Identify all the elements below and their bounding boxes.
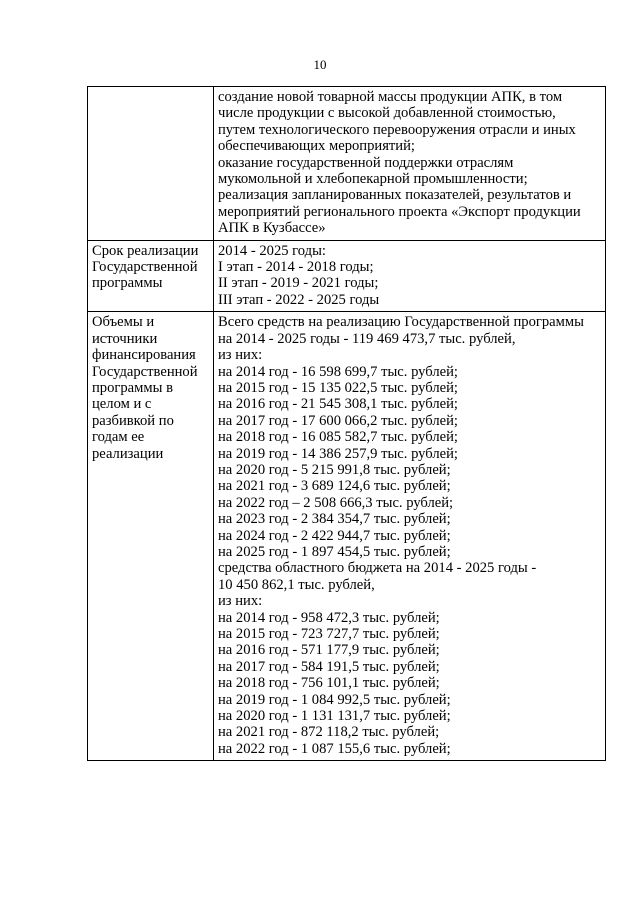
label-line: целом и с xyxy=(92,396,152,413)
label-line: реализации xyxy=(92,445,164,462)
value-line: на 2023 год - 2 384 354,7 тыс. рублей; xyxy=(218,511,451,528)
label-line: Государственной xyxy=(92,259,198,276)
value-line: на 2020 год - 5 215 991,8 тыс. рублей; xyxy=(218,461,451,478)
table-row xyxy=(88,87,606,241)
row-label-cell xyxy=(88,240,214,312)
value-line: из них: xyxy=(218,347,263,364)
label-line: разбивкой по xyxy=(92,412,174,429)
label-line: программы в xyxy=(92,379,173,396)
value-line: на 2015 год - 15 135 022,5 тыс. рублей; xyxy=(218,379,458,396)
value-line: I этап - 2014 - 2018 годы; xyxy=(218,259,374,276)
value-line: реализация запланированных показателей, результатов и xyxy=(218,187,572,204)
row-value-cell xyxy=(214,240,606,312)
value-line: на 2014 год - 958 472,3 тыс. рублей; xyxy=(218,609,440,626)
table-body xyxy=(88,87,606,761)
value-line: на 2015 год - 723 727,7 тыс. рублей; xyxy=(218,626,440,642)
label-line: источники xyxy=(92,330,158,347)
value-line: на 2022 год - 1 087 155,6 тыс. рублей; xyxy=(218,740,451,757)
value-line: на 2020 год - 1 131 131,7 тыс. рублей; xyxy=(218,708,451,725)
value-line: 2014 - 2025 годы: xyxy=(218,242,326,259)
value-line: числе продукции с высокой добавленной стоимостью, xyxy=(218,105,556,122)
table-row xyxy=(88,312,606,761)
value-line: на 2017 год - 17 600 066,2 тыс. рублей; xyxy=(218,412,458,429)
value-line: на 2018 год - 756 101,1 тыс. рублей; xyxy=(218,675,440,692)
value-line: на 2017 год - 584 191,5 тыс. рублей; xyxy=(218,658,440,675)
table-row xyxy=(88,240,606,312)
value-line: на 2021 год - 872 118,2 тыс. рублей; xyxy=(218,724,440,741)
value-line: на 2016 год - 571 177,9 тыс. рублей; xyxy=(218,642,440,659)
label-line: годам ее xyxy=(92,429,145,446)
row-value-cell xyxy=(214,312,606,761)
value-line: II этап - 2019 - 2021 годы; xyxy=(218,275,379,292)
value-line: мукомольной и хлебопекарной промышленности; xyxy=(218,171,528,188)
value-line: на 2021 год - 3 689 124,6 тыс. рублей; xyxy=(218,478,451,495)
label-line: Государственной xyxy=(92,363,198,380)
value-line: из них: xyxy=(218,593,263,610)
value-line: на 2019 год - 1 084 992,5 тыс. рублей; xyxy=(218,691,451,708)
label-line: финансирования xyxy=(92,347,196,364)
label-line: программы xyxy=(92,275,163,292)
value-line: на 2024 год - 2 422 944,7 тыс. рублей; xyxy=(218,527,451,544)
row-label-cell xyxy=(88,87,214,241)
value-line: на 2014 - 2025 годы - 119 469 473,7 тыс. рублей, xyxy=(218,330,516,347)
value-line: Всего средств на реализацию Государственной программы xyxy=(218,314,584,331)
label-line: Объемы и xyxy=(92,314,155,331)
value-line: на 2025 год - 1 897 454,5 тыс. рублей; xyxy=(218,543,451,560)
value-line: на 2022 год – 2 508 666,3 тыс. рублей; xyxy=(218,494,454,511)
value-line: мероприятий регионального проекта «Экспорт продукции xyxy=(218,203,581,220)
row-label-cell xyxy=(88,312,214,761)
value-line: на 2018 год - 16 085 582,7 тыс. рублей; xyxy=(218,429,458,446)
row-value-cell xyxy=(214,87,606,241)
value-line: создание новой товарной массы продукции АПК, в том xyxy=(218,89,563,105)
value-line: АПК в Кузбассе» xyxy=(218,220,326,237)
value-line: путем технологического перевооружения отрасли и иных xyxy=(218,121,576,138)
page-number: 10 xyxy=(313,57,327,72)
value-line: на 2019 год - 14 386 257,9 тыс. рублей; xyxy=(218,445,458,462)
value-line: 10 450 862,1 тыс. рублей, xyxy=(218,576,375,593)
value-line: III этап - 2022 - 2025 годы xyxy=(218,291,380,308)
value-line: обеспечивающих мероприятий; xyxy=(218,138,415,155)
value-line: на 2014 год - 16 598 699,7 тыс. рублей; xyxy=(218,363,458,380)
value-line: средства областного бюджета на 2014 - 2025 годы - xyxy=(218,560,537,577)
value-line: на 2016 год - 21 545 308,1 тыс. рублей; xyxy=(218,396,458,413)
label-line: Срок реализации xyxy=(92,242,199,259)
value-line: оказание государственной поддержки отраслям xyxy=(218,154,514,171)
program-passport-table xyxy=(87,86,606,761)
